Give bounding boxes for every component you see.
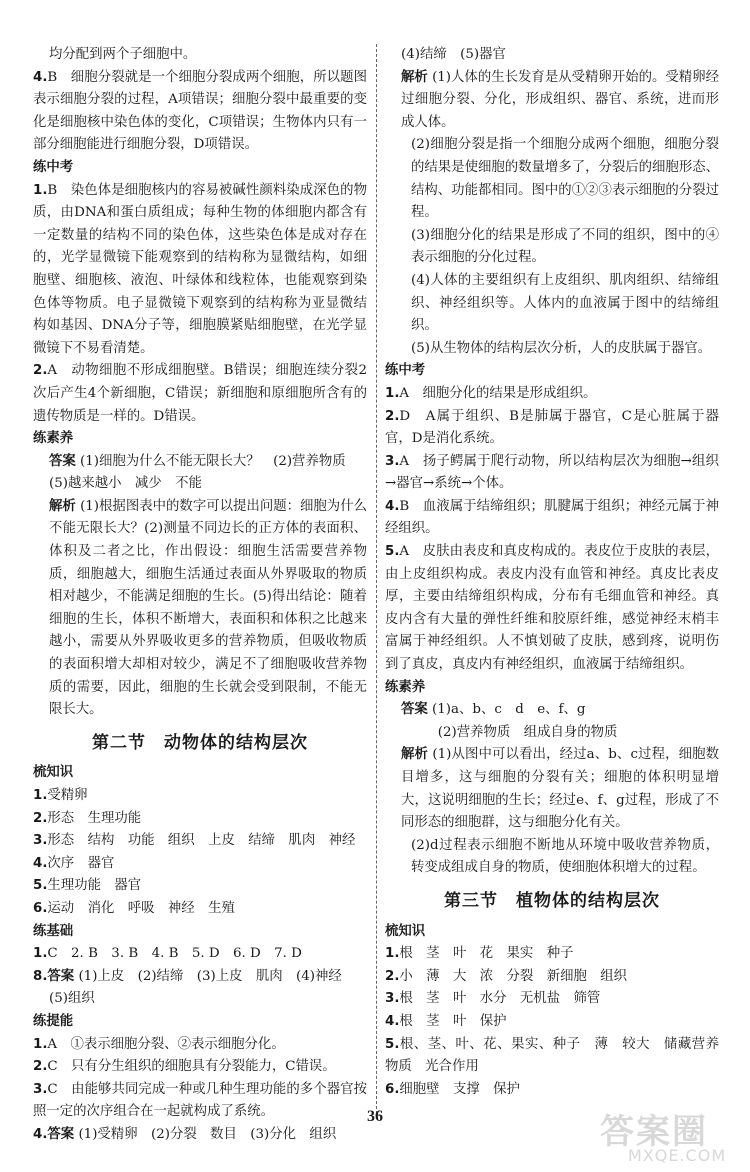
paragraph-text: 运动 消化 呼吸 神经 生殖 [47, 900, 235, 916]
text-paragraph [385, 383, 719, 406]
paragraph-text: A ①表示细胞分裂、②表示细胞分化。 [47, 1036, 285, 1052]
paragraph-text: (1)上皮 (2)结缔 (3)上皮 肌肉 (4)神经 [78, 968, 342, 984]
paragraph-text: 形态 生理功能 [47, 810, 142, 826]
text-paragraph [33, 473, 367, 496]
paragraph-text: (5)从生物体的结构层次分析，人的皮肤属于器官。 [411, 340, 712, 356]
paragraph-text: A 皮肤由表皮和真皮构成的。表皮位于皮肤的表层，由上皮组织构成。表皮内没有血管和神经。真皮比表皮厚，主要由结缔组织构成，分布有毛细血管和神经。真皮内含有大量的弹性纤维和胶原纤维，感觉神经末梢丰富属于神经组织。人不慎划破了皮肤，感到疼，说明伤到了真皮，真皮内有神经组织，血液属于结缔组织。 [385, 544, 719, 673]
item-number: 5. [33, 878, 48, 894]
item-number: 2. [385, 408, 400, 424]
paragraph-text: (2)营养物质 组成自身的物质 [411, 724, 618, 740]
text-paragraph [385, 44, 719, 67]
paragraph-text: 次序 器官 [47, 855, 115, 871]
item-number: 2. [385, 968, 400, 984]
paragraph-text: B 细胞分裂就是一个细胞分裂成两个细胞，所以题图表示细胞分裂的过程，A项错误；细胞分裂中最重要的变化是细胞核中染色体的变化，C项错误；生物体内只有一部分细胞能进行细胞分裂，D项错误。 [33, 69, 367, 153]
lead-label: 答案 [401, 702, 428, 718]
paragraph-text: (1)根据图表中的数字可以提出问题：细胞为什么不能无限长大？(2)测量不同边长的正方体的表面积、体积及二者之比，作出假设：细胞生活需要营养物质，细胞越大，细胞生活通过表面从外界吸取的物质相对越少，不能满足细胞的生长。(5)得出结论：随着细胞的生长，体积不断增大，表面积和体积之比越来越小，需要从外界吸收更多的营养物质，但吸收物质的表面积增大却相对较少，满足不了细胞吸收营养物质的需要，因此，细胞的生长就会受到限制，不能无限长大。 [49, 498, 367, 718]
item-number: 4. [33, 855, 48, 871]
subsection-heading: 练素养 [33, 431, 74, 447]
paragraph-text: (2)细胞分裂是指一个细胞分成两个细胞，细胞分裂的结果是使细胞的数量增多了，分裂后的细胞形态、结构、功能都相同。图中的①②③表示细胞的分裂过程。 [411, 137, 719, 221]
paragraph-text: C 由能够共同完成一种或几种生理功能的多个器官按照一定的次序组合在一起就构成了系统。 [33, 1081, 367, 1120]
text-paragraph [385, 338, 719, 361]
paragraph-text: 受精卵 [47, 788, 88, 803]
lead-label: 答案 [47, 968, 75, 984]
text-paragraph [33, 808, 367, 831]
text-paragraph [385, 988, 719, 1011]
subsection-heading: 梳知识 [385, 923, 426, 939]
text-paragraph [385, 966, 719, 989]
paragraph-text: 均分配到两个子细胞中。 [49, 47, 197, 62]
text-paragraph [33, 943, 367, 966]
text-paragraph [385, 1034, 719, 1079]
paragraph-text: C 只有分生组织的细胞具有分裂能力，C错误。 [47, 1059, 336, 1075]
paragraph-text: 细胞壁 支撑 保护 [399, 1081, 520, 1097]
lead-label: 解析 [401, 69, 428, 85]
paragraph-text: (5)越来越小 减少 不能 [49, 476, 202, 492]
text-paragraph [385, 451, 719, 496]
item-number: 5. [385, 1036, 400, 1052]
text-paragraph [33, 1034, 367, 1057]
paragraph-text: A 动物细胞不形成细胞壁。B错误；细胞连续分裂2次后产生4个新细胞，C错误；新细胞和原细胞所含有的遗传物质是一样的。D错误。 [33, 363, 367, 424]
paragraph-text: 根 茎 叶 水分 无机盐 筛管 [399, 991, 601, 1007]
paragraph-text: 生理功能 器官 [47, 878, 142, 894]
text-paragraph [385, 699, 719, 722]
item-number: 3. [33, 833, 48, 849]
paragraph-text: (5)组织 [49, 991, 95, 1007]
left-column [33, 44, 367, 1147]
paragraph-text: 根、茎、叶、花、果实、种子 薄 较大 储藏营养物质 光合作用 [385, 1036, 719, 1075]
item-number: 6. [33, 900, 48, 916]
item-number: 4. [385, 1013, 400, 1029]
text-paragraph [33, 360, 367, 428]
subsection-heading: 梳知识 [33, 765, 74, 781]
item-number: 2. [33, 810, 48, 826]
text-paragraph [33, 830, 367, 853]
paragraph-text: (1)细胞为什么不能无限长大？ (2)营养物质 [80, 453, 346, 469]
paragraph-text: C 2. B 3. B 4. B 5. D 6. D 7. D [47, 946, 302, 962]
item-number: 1. [385, 385, 400, 401]
item-number: 6. [385, 1081, 400, 1097]
text-paragraph [385, 744, 719, 834]
item-number: 2. [33, 363, 48, 379]
item-number: 2. [33, 1059, 48, 1075]
paragraph-text: 根 茎 叶 花 果实 种子 [399, 946, 574, 962]
lead-label: 解析 [49, 498, 76, 514]
section-title: 第二节 动物体的结构层次 [92, 732, 308, 753]
text-paragraph [385, 67, 719, 135]
item-number: 4. [33, 69, 48, 85]
item-number: 8. [33, 968, 48, 984]
text-paragraph [385, 270, 719, 338]
text-paragraph [33, 1124, 367, 1147]
watermark-small: MXQE.COM [628, 1146, 727, 1165]
text-paragraph [385, 225, 719, 270]
page-number: 36 [367, 1108, 383, 1125]
paragraph-text: B 血液属于结缔组织；肌腱属于组织；神经元属于神经组织。 [385, 498, 719, 537]
paragraph-text: D A属于组织、B是肺属于器官，C是心脏属于器官，D是消化系统。 [385, 408, 719, 447]
item-number: 4. [33, 1126, 48, 1142]
item-number: 3. [33, 1081, 48, 1097]
text-paragraph [33, 898, 367, 921]
paragraph-text: (3)细胞分化的结果是形成了不同的组织，图中的④表示细胞的分化过程。 [411, 227, 719, 266]
column-divider [376, 44, 377, 1119]
paragraph-text: B 染色体是细胞核内的容易被碱性颜料染成深色的物质，由DNA和蛋白质组成；每种生物的体细胞内都含有一定数量的结构不同的染色体，这些染色体是成对存在的，光学显微镜下能观察到的结构称为显微结构，如细胞壁、细胞核、液泡、叶绿体和线粒体，也能观察到染色体等物质。电子显微镜下观察到的结构称为亚显微结构如基因、DNA分子等，细胞膜紧贴细胞壁，在光学显微镜下不易看清楚。 [33, 182, 367, 356]
text-paragraph [33, 1056, 367, 1079]
text-paragraph [385, 722, 719, 745]
watermark-logo [600, 1104, 740, 1164]
subsection-heading: 练中考 [33, 159, 74, 175]
paragraph-text: (1)人体的生长发育是从受精卵开始的。受精卵经过细胞分裂、分化，形成组织、器官、系统，进而形成人体。 [401, 69, 719, 130]
text-paragraph [385, 541, 719, 677]
text-paragraph [33, 67, 367, 157]
text-paragraph [385, 134, 719, 224]
paragraph-text: A 扬子鳄属于爬行动物，所以结构层次为细胞→组织→器官→系统→个体。 [385, 453, 719, 492]
paragraph-text: (4)结缔 (5)器官 [401, 47, 506, 62]
text-paragraph [33, 496, 367, 722]
text-paragraph [385, 835, 719, 880]
text-paragraph [33, 988, 367, 1011]
section-title: 第三节 植物体的结构层次 [444, 890, 660, 911]
lead-label: 答案 [47, 1126, 75, 1142]
lead-label: 解析 [401, 747, 429, 763]
text-paragraph [33, 180, 367, 361]
subsection-heading: 练素养 [385, 679, 426, 695]
text-paragraph [33, 853, 367, 876]
item-number: 4. [385, 498, 400, 514]
item-number: 3. [385, 453, 400, 469]
text-paragraph [385, 1079, 719, 1102]
item-number: 1. [385, 946, 400, 962]
text-paragraph [385, 1011, 719, 1034]
paragraph-text: A 细胞分化的结果是形成组织。 [399, 385, 597, 401]
item-number: 1. [33, 946, 48, 962]
item-number: 5. [385, 544, 400, 560]
subsection-heading: 练中考 [385, 363, 426, 379]
paragraph-text: (1)从图中可以看出，经过a、b、c过程，细胞数目增多，这与细胞的分裂有关；细胞的体积明显增大，这说明细胞的生长；经过e、f、g过程，形成了不同形态的细胞群，这与细胞分化有关。 [401, 747, 720, 831]
text-paragraph [33, 451, 367, 474]
text-paragraph [385, 943, 719, 966]
text-paragraph [33, 966, 367, 989]
paragraph-text: (1)a、b、c d e、f、g [432, 702, 586, 718]
text-paragraph [33, 875, 367, 898]
item-number: 3. [385, 991, 400, 1007]
paragraph-text: 形态 结构 功能 组织 上皮 结缔 肌肉 神经 [47, 833, 356, 849]
item-number: 1. [33, 1036, 48, 1052]
lead-label: 答案 [49, 453, 76, 469]
paragraph-text: (2)d过程表示细胞不断地从环境中吸收营养物质，转变成组成自身的物质，使细胞体积增大的过程。 [411, 837, 719, 876]
text-paragraph [33, 785, 367, 808]
item-number: 1. [33, 788, 48, 803]
text-paragraph [385, 496, 719, 541]
text-paragraph [33, 44, 367, 67]
subsection-heading: 练提能 [33, 1013, 74, 1029]
subsection-heading: 练基础 [33, 923, 74, 939]
text-paragraph [385, 406, 719, 451]
paragraph-text: (1)受精卵 (2)分裂 数目 (3)分化 组织 [78, 1126, 337, 1142]
paragraph-text: (4)人体的主要组织有上皮组织、肌肉组织、结缔组织、神经组织等。人体内的血液属于图中的结缔组织。 [411, 272, 719, 334]
paragraph-text: 根 茎 叶 保护 [399, 1013, 507, 1029]
paragraph-text: 小 薄 大 浓 分裂 新细胞 组织 [399, 968, 628, 984]
right-column [385, 44, 719, 1101]
watermark-big: 答案圈 [600, 1112, 708, 1152]
item-number: 1. [33, 182, 48, 198]
